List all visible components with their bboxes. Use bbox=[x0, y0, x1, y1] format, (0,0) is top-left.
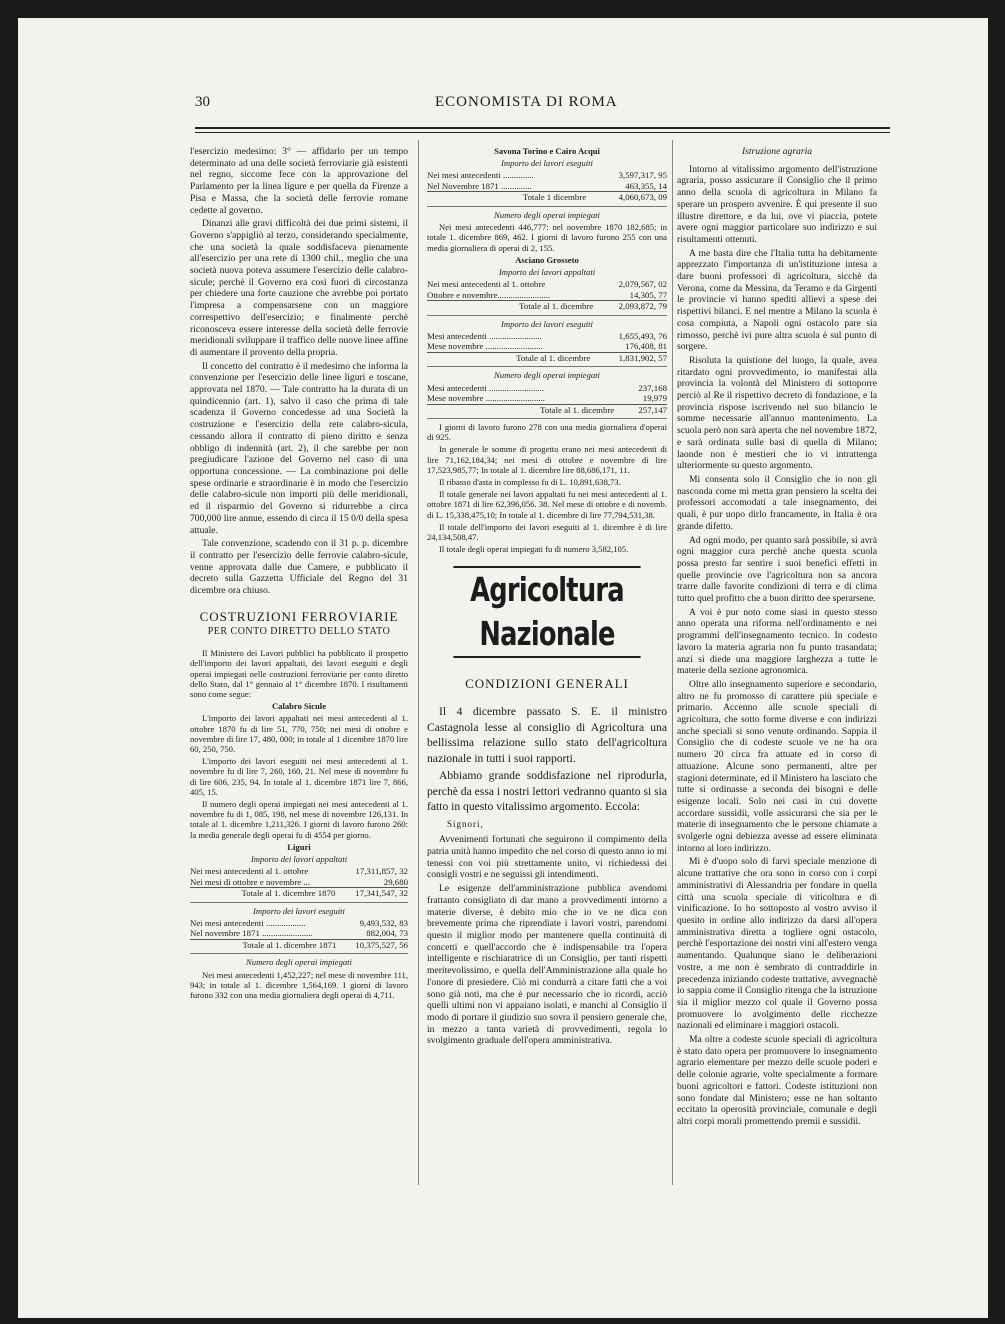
article-title: CONDIZIONI GENERALI bbox=[465, 676, 629, 692]
paragraph: Avvenimenti fortunati che seguirono il compimento della patria unità hanno impedito che nel corso di questo anno io mi tenessi con voi più strettamente unito, vi richiedessi dei consigli vostri e ne seguissi gli intendimenti. bbox=[427, 834, 667, 881]
running-title: ECONOMISTA DI ROMA bbox=[435, 94, 618, 110]
table-heading: Importo dei lavori eseguiti bbox=[501, 318, 593, 329]
salutation: Signori, bbox=[447, 818, 484, 829]
subsection-title: Calabro Sicule bbox=[271, 701, 327, 712]
figures-table bbox=[427, 331, 667, 364]
figures-table bbox=[427, 383, 667, 416]
table-heading: Numero degli operai impiegati bbox=[494, 209, 600, 220]
table-row: Mese novembre ........................... 19,979 bbox=[427, 393, 667, 404]
table-heading: Numero degli operai impiegati bbox=[246, 957, 352, 968]
paragraph: Le esigenze dell'amministrazione pubblica avendomi frattanto consigliato di dar mano a provvedimenti intorno a materie diverse, è debito mio che io ve ne dica con brevemente prima che riprendiate i lavori vostri, parendomi questo il miglior modo per mantenere quella continuità di concetti e quell'accordo che è indispensabile tra l'opera intelligente e rischiaratrice di un Consiglio, per tanti rispetti meritevolissimo, e quella dell'Amministrazione alla quale ho l'onore di presiedere. Ciò mi condurrà a citare fatti che a voi sono già noti, ma che è pur necessario che io ricordi, acciò quelli ultimi non vi appaiano isolati, e manchi al Consiglio il modo di portare il giudizio suo sovra il pensiero generale che, in mezzo a tanta varietà di provvedimenti, regola lo svolgimento graduale dell'opera amministrativa. bbox=[427, 883, 667, 1047]
table-row: Nel Novembre 1871 .............. 463,355, 14 bbox=[427, 180, 667, 191]
paragraph: Oltre allo insegnamento superiore e secondario, altro ne fu promosso di carattere più speciale e primario. Accenno alle scuole speciali di agricoltura, che sotto forme diverse e con indirizzi anche speciali si sono venute ordinando. Sappia il Consiglio che di codeste scuole ve ne ha ora numero 20 circa fra attuate ed in corso di attuazione. Alcune sono permanenti, altre per stagioni determinate, ed il Ministero ha lasciato che tutte si ordinasse a seconda dei bisogni e delle esigenze locali. Solo nei casi in cui dovette accordare sussidii, volle assicurarsi che sia per le materie di insegnamento che le persone chiamate a svolgerle ogni debiezza avesse ad essere eliminata intorno al loro indirizzo. bbox=[677, 678, 877, 854]
table-row: Nei mesi antecedenti .................. 9,493,532, 83 bbox=[190, 917, 408, 928]
paragraph: Il 4 dicembre passato S. E. il ministro Castagnola lesse al consiglio di Agricoltura una bellissima relazione sullo stato dell'agricoltura nazionale in tutti i suoi rapporti. bbox=[427, 705, 667, 765]
page-number: 30 bbox=[195, 94, 210, 110]
figures-table bbox=[427, 279, 667, 312]
paragraph: L'importo dei lavori appaltati nei mesi antecedenti al 1. ottobre 1870 fu di lire 51, 770, 750; nei mesi di ottobre e novembre di lire 17, 480, 000; in totale al 1 dicembre 1870 lire 60, 250, 750. bbox=[190, 713, 408, 754]
paragraph: Il totale degli operai impiegati fu di numero 3,582,105. bbox=[439, 544, 629, 555]
paragraph: A voi è pur noto come siasi in questo stesso anno operata una riforma nell'ordinamento e nei programmi dell'insegnamento tecnico. In codesto lavoro la materia agraria non fu punto trasandata; anzi si diede una maggiore larghezza a tutte le materie della sezione agronomica. bbox=[677, 606, 877, 677]
table-heading: Numero degli operai impiegati bbox=[494, 370, 600, 381]
table-row: Nei mesi antecedenti al 1. ottobre 2,079,567, 02 bbox=[427, 279, 667, 290]
paragraph: Risoluta la quistione del luogo, la quale, avea ritardato ogni provvedimento, io manifestai alla provincia la volontà del Ministero di sottoporre perciò al Re il rispettivo decreto di fondazione, e la provincia rispose iscrivendo nel suo bilancio le somme necessarie all'annuo mantenimento. La scuola però non sarà aperta che nel novembre 1872, e sarà ordinata sulle basi di quella di Milano; laonde non è mestieri che io vi intrattenga ulteriormente su questo argomento. bbox=[677, 354, 877, 472]
section-heading: Istruzione agraria bbox=[741, 146, 813, 157]
table-total-row: Totale al 1. dicembre 2,093,872, 79 bbox=[427, 301, 667, 312]
column-3 bbox=[677, 146, 877, 1130]
paragraph: Il ribasso d'asta in complesso fu di L. 10,891,638,73. bbox=[439, 477, 621, 488]
table-heading: Importo dei lavori eseguiti bbox=[501, 158, 593, 169]
paragraph: Abbiamo grande soddisfazione nel riprodurla, perchè da essa i nostri lettori vedranno quanto si sia fatto in questo vitalissimo argomento. Eccola: bbox=[427, 769, 667, 814]
table-total-row: Totale al 1. dicembre 1871 10,375,527, 56 bbox=[190, 939, 408, 950]
figures-table bbox=[190, 918, 408, 951]
subsection-title: Liguri bbox=[287, 841, 311, 852]
paragraph: A me basta dire che l'Italia tutta ha debitamente apprezzato l'importanza di un'istituzione intesa a dare buoni professori di agricoltura, sicchè da Verona, come da Messina, da Teramo e da Girgenti le provincie vi hanno spediti allievi a spese dei rispettivi bilanci. E nel mentre a Milano la scuola è cosa compiuta, a Napoli ogni ostacolo pare sia rimosso, perchè ivi pure altra scuola è sul punto di sorgere. bbox=[677, 247, 877, 353]
paragraph: Tale convenzione, scadendo con il 31 p. p. dicembre il contratto per l'esercizio delle ferrovie calabro-sicule, venne approvata dalle due Camere, e pubblicato il decreto sulla Gazzetta Ufficiale del Regno del 31 dicembre ora chiuso. bbox=[190, 538, 408, 597]
header-rule bbox=[195, 127, 890, 133]
table-row: Nel novembre 1871 ....................... 882,004, 73 bbox=[190, 928, 408, 939]
table-total-row: Totale al 1. dicembre 257,147 bbox=[427, 404, 667, 415]
paragraph: I giorni di lavoro furono 278 con una media giornaliera d'operai di 925. bbox=[427, 422, 667, 443]
table-row: Mesi antecedenti ......................... 237,168 bbox=[427, 382, 667, 393]
column-2 bbox=[427, 146, 667, 1049]
paragraph: Nei mesi antecedenti 446,777: nel novembre 1870 182,685; in totale 1. dicembre 869, 462. I giorni di lavoro furono 255 con una media giornaliera di operai di 2, 155. bbox=[427, 222, 667, 253]
column-divider bbox=[672, 140, 673, 1185]
table-total-row: Totale 1 dicembre 4,060,673, 09 bbox=[427, 192, 667, 203]
paragraph: Il numero degli operai impiegati nei mesi antecedenti al 1. novembre fu di 1, 085, 198, nel mese di novembre 126,131. In totale al 1. dicembre 1,211,326. I giorni di lavoro furono 260: la media generale degli operai fu di 4554 per giorno. bbox=[190, 798, 408, 840]
table-heading: Importo dei lavori eseguiti bbox=[253, 905, 345, 916]
column-divider bbox=[418, 140, 419, 1185]
paragraph: L'importo dei lavori eseguiti nei mesi antecedenti al 1. novembre fu di lire 7, 260, 160, 21. Nel mese di novembre fu di lire 606, 235, 94. In totale al 1. dicembre 1871 lire 7, 866, 405, 15. bbox=[190, 756, 408, 797]
section-masthead: Agricoltura Nazionale bbox=[453, 566, 640, 658]
paragraph: Il Ministero dei Lavori pubblici ha pubblicato il prospetto dell'importo dei lavori appaltati, dei lavori eseguiti e degli operai impiegati nelle costruzioni ferroviarie per conto diretto dello Stato, dal 1° gennaio al 1° dicembre 1870. I risultamenti sono come segue: bbox=[190, 648, 408, 699]
paragraph: Il totale dell'importo dei lavori eseguiti al 1. dicembre è di lire 24,134,508,47. bbox=[427, 521, 667, 543]
paragraph: Ma oltre a codeste scuole speciali di agricoltura è stato dato opera per promuovere lo insegnamento agrario elementare per mezzo delle scuole poderi e delle colonie agrarie, volte specialmente a formare buoni agricoltori e fattori. Codeste istituzioni non sono fondate dal Ministero; esse ne han soltanto eccitato la operosità provinciale, comunale e degli altri corpi morali promettendo premii e sussidii. bbox=[677, 1034, 877, 1127]
paragraph: Intorno al vitalissimo argomento dell'istruzione agraria, posso assicurare il Consiglio che il primo anno della scuola di agricoltura in Milano fa sperare un prospero avvenire. È qui presente il suo illustre direttore, e da lui, ove vi piaccia, potete avere ogni maggior particolare suo indirizzo e sui risultamenti ottenuti. bbox=[677, 163, 877, 245]
paragraph: l'esercizio medesimo: 3° — affidarlo per un tempo determinato ad una delle società ferroviarie già esistenti nel regno, siccome fece con la approvazione del Parlamento per la linea ligure e per quella da Firenze a Pisa e Massa, che la società delle ferrovie romane cedette al governo. bbox=[190, 146, 408, 216]
figures-table bbox=[427, 170, 667, 203]
table-total-row: Totale al 1. dicembre 1,831,902, 57 bbox=[427, 352, 667, 363]
section-subtitle: PER CONTO DIRETTO DELLO STATO bbox=[207, 626, 391, 638]
table-row: Mese novembre .......................... 176,408, 81 bbox=[427, 341, 667, 352]
table-heading: Importo dei lavori appaltati bbox=[498, 266, 596, 277]
section-title: COSTRUZIONI FERROVIARIE bbox=[199, 608, 399, 624]
paragraph: Nei mesi antecedenti 1,452,227; nel mese di novembre 111, 943; in totale al 1. dicembre 1,564,169. I giorni di lavoro furono 332 con una media giornaliera degli operai di 4,711. bbox=[190, 969, 408, 1000]
table-total-row: Totale al 1. dicembre 1870 17,341,547, 32 bbox=[190, 888, 408, 899]
figures-table bbox=[190, 866, 408, 899]
paragraph: Mi è d'uopo solo di farvi speciale menzione di alcune trattative che ora sono in corso con i corpi amministrativi di Alessandria per fondare in quella città una scuola speciale di viticoltura e di vinificazione. Io ho sottoposto al vostro avviso il quesito in ordine allo indirizzo da darsi all'opera amministrativa diretta a togliere ogni ostacolo, perchè l'esportazione dei nostri vini all'estero venga aumentando. Qualunque siano le deliberazioni vostre, a me non è sembrato di contraddirle in precedenza iniziando codeste trattative, avvegnachè io sappia come il Consiglio ritenga che la istruzione sia il miglior mezzo col quale il Governo possa promuovere lo avolgimento delle ricchezze nazionali ed eliminare i maggiori ostacoli. bbox=[677, 856, 877, 1032]
page-header bbox=[195, 94, 955, 112]
table-row: Nei mesi antecedenti .............. 3,597,317, 95 bbox=[427, 170, 667, 181]
paragraph: In generale le somme di progetto erano nei mesi antecedenti di lire 71,162,184,34; nei mesi di ottobre e novembre di lire 17,523,985,77; In totale al 1. dicembre lire 88,686,171, 11. bbox=[427, 444, 667, 475]
table-row: Nei mesi di ottobre e novembre ... 29,680 bbox=[190, 876, 408, 887]
table-row: Ottobre e novembre........................ 14,305, 77 bbox=[427, 289, 667, 300]
paragraph: Il concetto del contratto è il medesimo che informa la convenzione per l'esercizio delle linee liguri e toscane, approvata nel 1870. — Tale contratto ha la durata di un quindicennio (art. 1), salvo il caso che prima di tale scadenza il Governo concedesse ad una Società la costruzione e l'esercizio della rete calabro-sicula, cessando allora il contratto di pieno diritto e senza obbligo di indennità (art. 2), il che sarebbe per non pregiudicare l'azione del Governo nel caso di una opportuna concessione. — La combinazione poi delle spese ordinarie e straordinarie è in modo che l'esercizio delle calabro-sicule non importi più delle meridionali, ed il risparmio del Governo si ridurrebbe a circa 700,000 lire annue, essendo di circa il 15 0/0 della spesa attuale. bbox=[190, 360, 408, 536]
paragraph: Il totale generale nei lavori appaltati fu nei mesi antecedenti al 1. ottobre 1871 di lire 62,396,056. 38. Nel mese di ottobre e di novemb. di L. 15,338,475,10; In totale al 1. dicembre di lire 77,794,531,38. bbox=[427, 489, 667, 520]
table-row: Mesi antecedenti ........................ 1,655,493, 76 bbox=[427, 330, 667, 341]
subsection-title: Asciano Grosseto bbox=[515, 254, 579, 265]
subsection-title: Savona Torino e Cairo Acqui bbox=[494, 146, 600, 156]
table-heading: Importo dei lavori appaltati bbox=[250, 853, 348, 864]
column-1 bbox=[190, 146, 408, 1002]
paragraph: Ad ogni modo, per quanto sarà possibile, si avrà ogni maggior cura perchè anche questa scuola possa presto far sentire i suoi benefici effetti in quelle provincie ove l'agricoltura non sa ancora trarre dalle favorite condizioni di terra e di clima tutto quel profitto che a buon diritto dee sperarsene. bbox=[677, 534, 877, 605]
table-row: Nei mesi antecedenti al 1. ottobre 17,311,857, 32 bbox=[190, 866, 408, 877]
paragraph: Dinanzi alle gravi difficoltà dei due primi sistemi, il Governo s'appigliò al terzo, considerando specialmente, che una società la quale soddisfaceva pienamente all'esercizio per una rete di 1300 chil., meglio che una società nuova poteva assumere l'esercizio delle calabro-sicule; perchè il Governo era così fuori di circostanza per chiedere una forte cauzione che avrebbe poi portato l'impresa a compensarsene con un maggiore correspettivo dell'esercizio; e finalmente perchè riconosceva essere interesse della società delle ferrovie meridionali sviluppare il traffico delle nuove linee affine di aumentare il provento della propria. bbox=[190, 218, 408, 358]
paragraph: Mi consenta solo il Consiglio che io non gli nasconda come mi metta gran pensiero la scelta dei professori accomodati a tale insegnamento, dei quali, è pur uopo dirlo francamente, in Italia è ora grande difetto. bbox=[677, 473, 877, 532]
